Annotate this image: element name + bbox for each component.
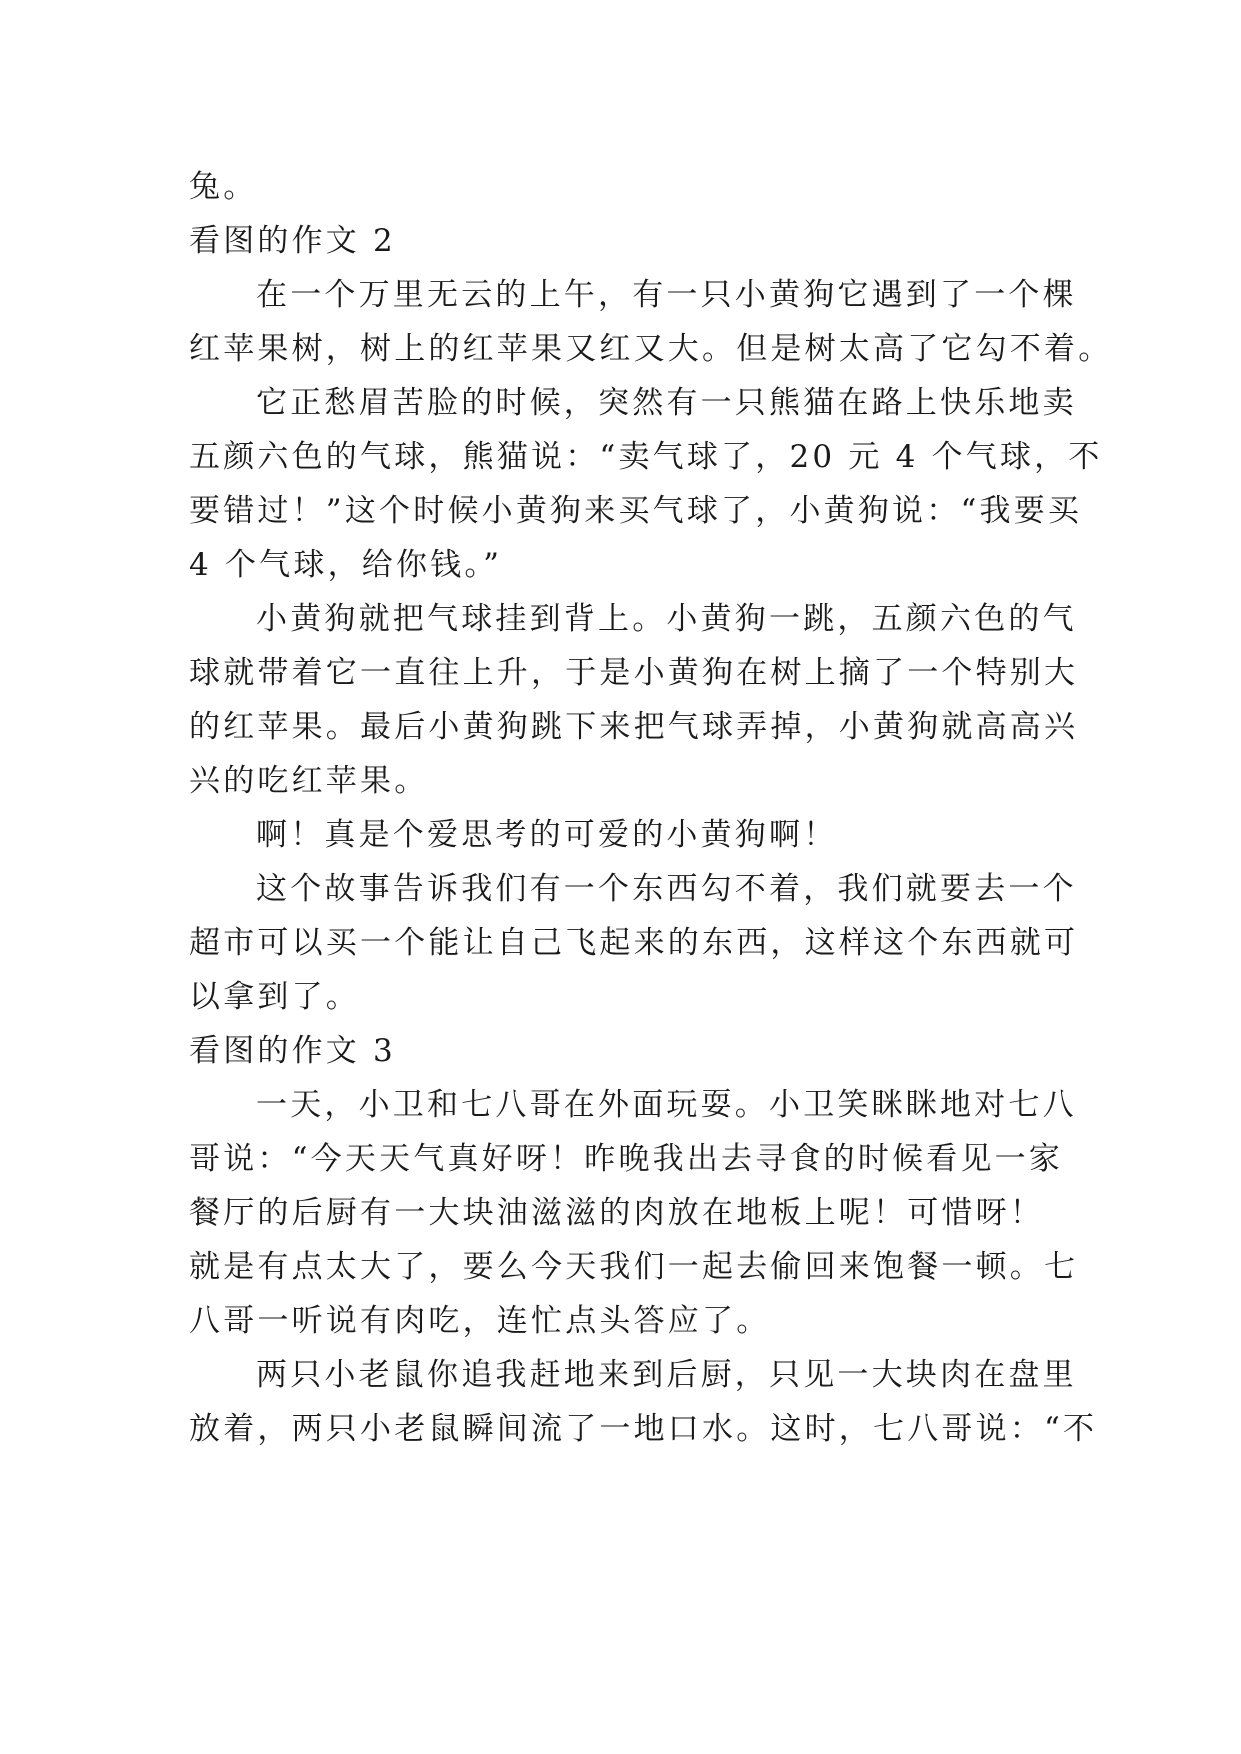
paragraph-line: 它正愁眉苦脸的时候，突然有一只熊猫在路上快乐地卖 [256,385,1077,421]
paragraph-line: 五颜六色的气球，熊猫说：“卖气球了，20 元 4 个气球，不 [189,439,1103,475]
paragraph-line: 红苹果树，树上的红苹果又红又大。但是树太高了它勾不着。 [189,331,1113,367]
paragraph-line: 餐厅的后厨有一大块油滋滋的肉放在地板上呢！可惜呀！ [189,1195,1044,1231]
paragraph-line: 以拿到了。 [189,979,360,1015]
paragraph-line: 哥说：“今天天气真好呀！昨晚我出去寻食的时候看见一家 [189,1141,1064,1177]
section-heading: 看图的作文 3 [189,1033,396,1069]
paragraph-line: 球就带着它一直往上升，于是小黄狗在树上摘了一个特别大 [189,655,1079,691]
paragraph-line: 小黄狗就把气球挂到背上。小黄狗一跳，五颜六色的气 [256,601,1077,637]
paragraph-line: 这个故事告诉我们有一个东西勾不着，我们就要去一个 [256,871,1077,907]
paragraph-line: 要错过！”这个时候小黄狗来买气球了，小黄狗说：“我要买 [189,493,1083,529]
paragraph-line: 在一个万里无云的上午，有一只小黄狗它遇到了一个棵 [256,277,1077,313]
paragraph-line: 放着，两只小老鼠瞬间流了一地口水。这时，七八哥说：“不 [189,1411,1098,1447]
paragraph-line: 两只小老鼠你追我赶地来到后厨，只见一大块肉在盘里 [256,1357,1077,1393]
section-heading: 看图的作文 2 [189,223,396,259]
paragraph-line: 超市可以买一个能让自己飞起来的东西，这样这个东西就可 [189,925,1079,961]
paragraph-line: 的红苹果。最后小黄狗跳下来把气球弄掉，小黄狗就高高兴 [189,709,1079,745]
paragraph-line: 一天，小卫和七八哥在外面玩耍。小卫笑眯眯地对七八 [256,1087,1077,1123]
paragraph-line: 八哥一听说有肉吃，连忙点头答应了。 [189,1303,771,1339]
paragraph-line: 啊！真是个爱思考的可爱的小黄狗啊！ [256,817,838,853]
document-body [189,160,1113,1456]
paragraph-line: 4 个气球，给你钱。” [189,547,503,583]
paragraph-line: 兴的吃红苹果。 [189,763,429,799]
text-line: 兔。 [189,169,258,205]
paragraph-line: 就是有点太大了，要么今天我们一起去偷回来饱餐一顿。七 [189,1249,1079,1285]
